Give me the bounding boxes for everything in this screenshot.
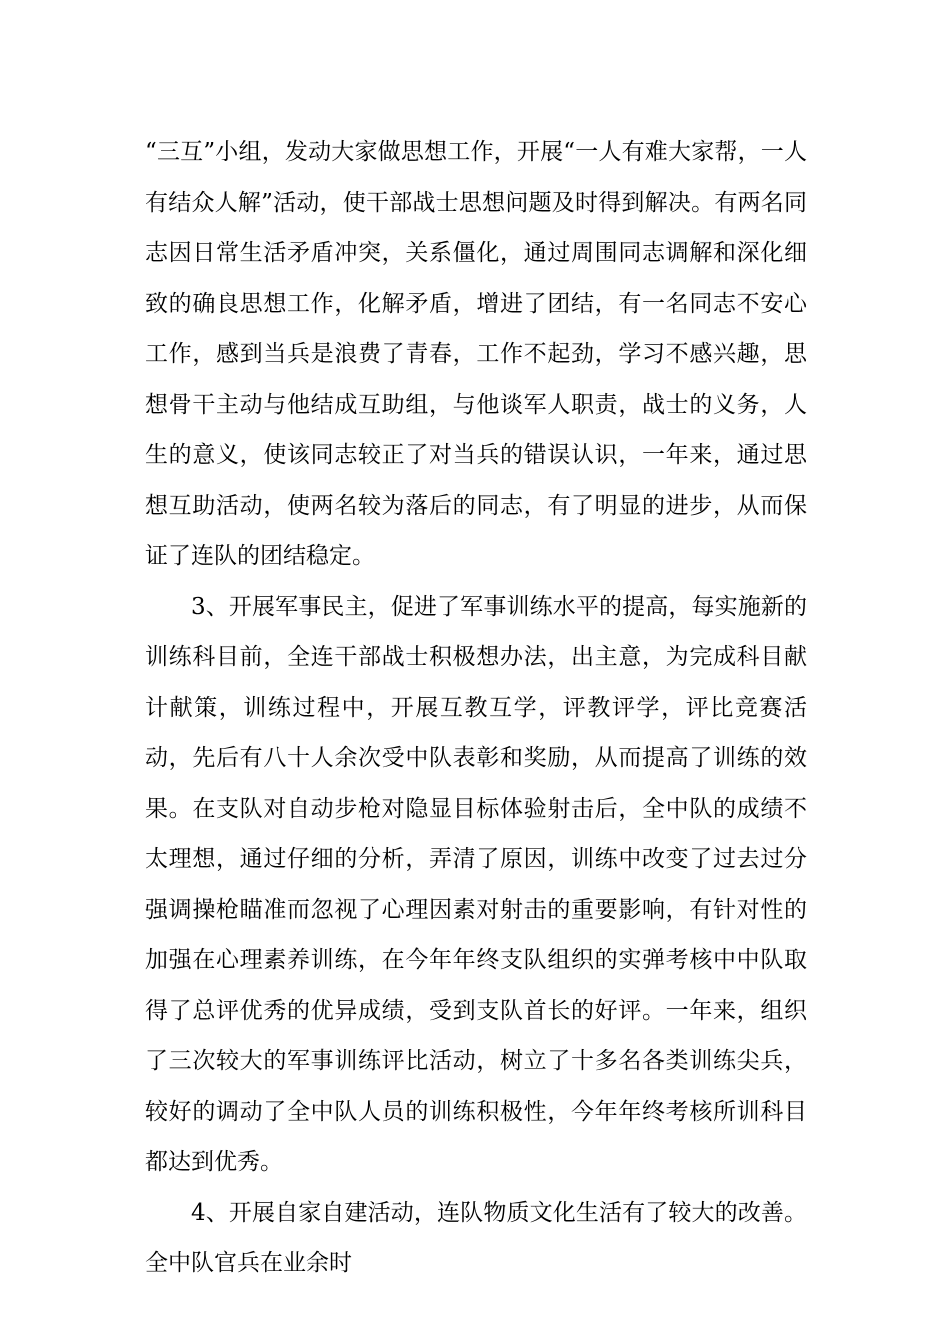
document-body	[145, 127, 807, 1289]
paragraph-1: “三互”小组，发动大家做思想工作，开展“一人有难大家帮，一人有结众人解”活动，使干部战士思想问题及时得到解决。有两名同志因日常生活矛盾冲突，关系僵化，通过周围同志调解和深化细致的确良思想工作，化解矛盾，增进了团结，有一名同志不安心工作，感到当兵是浪费了青春，工作不起劲，学习不感兴趣，思想骨干主动与他结成互助组，与他谈军人职责，战士的义务，人生的意义，使该同志较正了对当兵的错误认识，一年来，通过思想互助活动，使两名较为落后的同志，有了明显的进步，从而保证了连队的团结稳定。	[145, 139, 807, 569]
paragraph-2: 3、开展军事民主，促进了军事训练水平的提高，每实施新的训练科目前，全连干部战士积极想办法，出主意，为完成科目献计献策，训练过程中，开展互教互学，评教评学，评比竞赛活动，先后有八十人余次受中队表彰和奖励，从而提高了训练的效果。在支队对自动步枪对隐显目标体验射击后，全中队的成绩不太理想，通过仔细的分析，弄清了原因，训练中改变了过去过分强调操枪瞄准而忽视了心理因素对射击的重要影响，有针对性的加强在心理素养训练，在今年年终支队组织的实弹考核中中队取得了总评优秀的优异成绩，受到支队首长的好评。一年来，组织了三次较大的军事训练评比活动，树立了十多名各类训练尖兵，较好的调动了全中队人员的训练积极性，今年年终考核所训科目都达到优秀。	[145, 593, 807, 1175]
paragraph-3: 4、开展自家自建活动，连队物质文化生活有了较大的改善。全中队官兵在业余时	[145, 1199, 807, 1276]
